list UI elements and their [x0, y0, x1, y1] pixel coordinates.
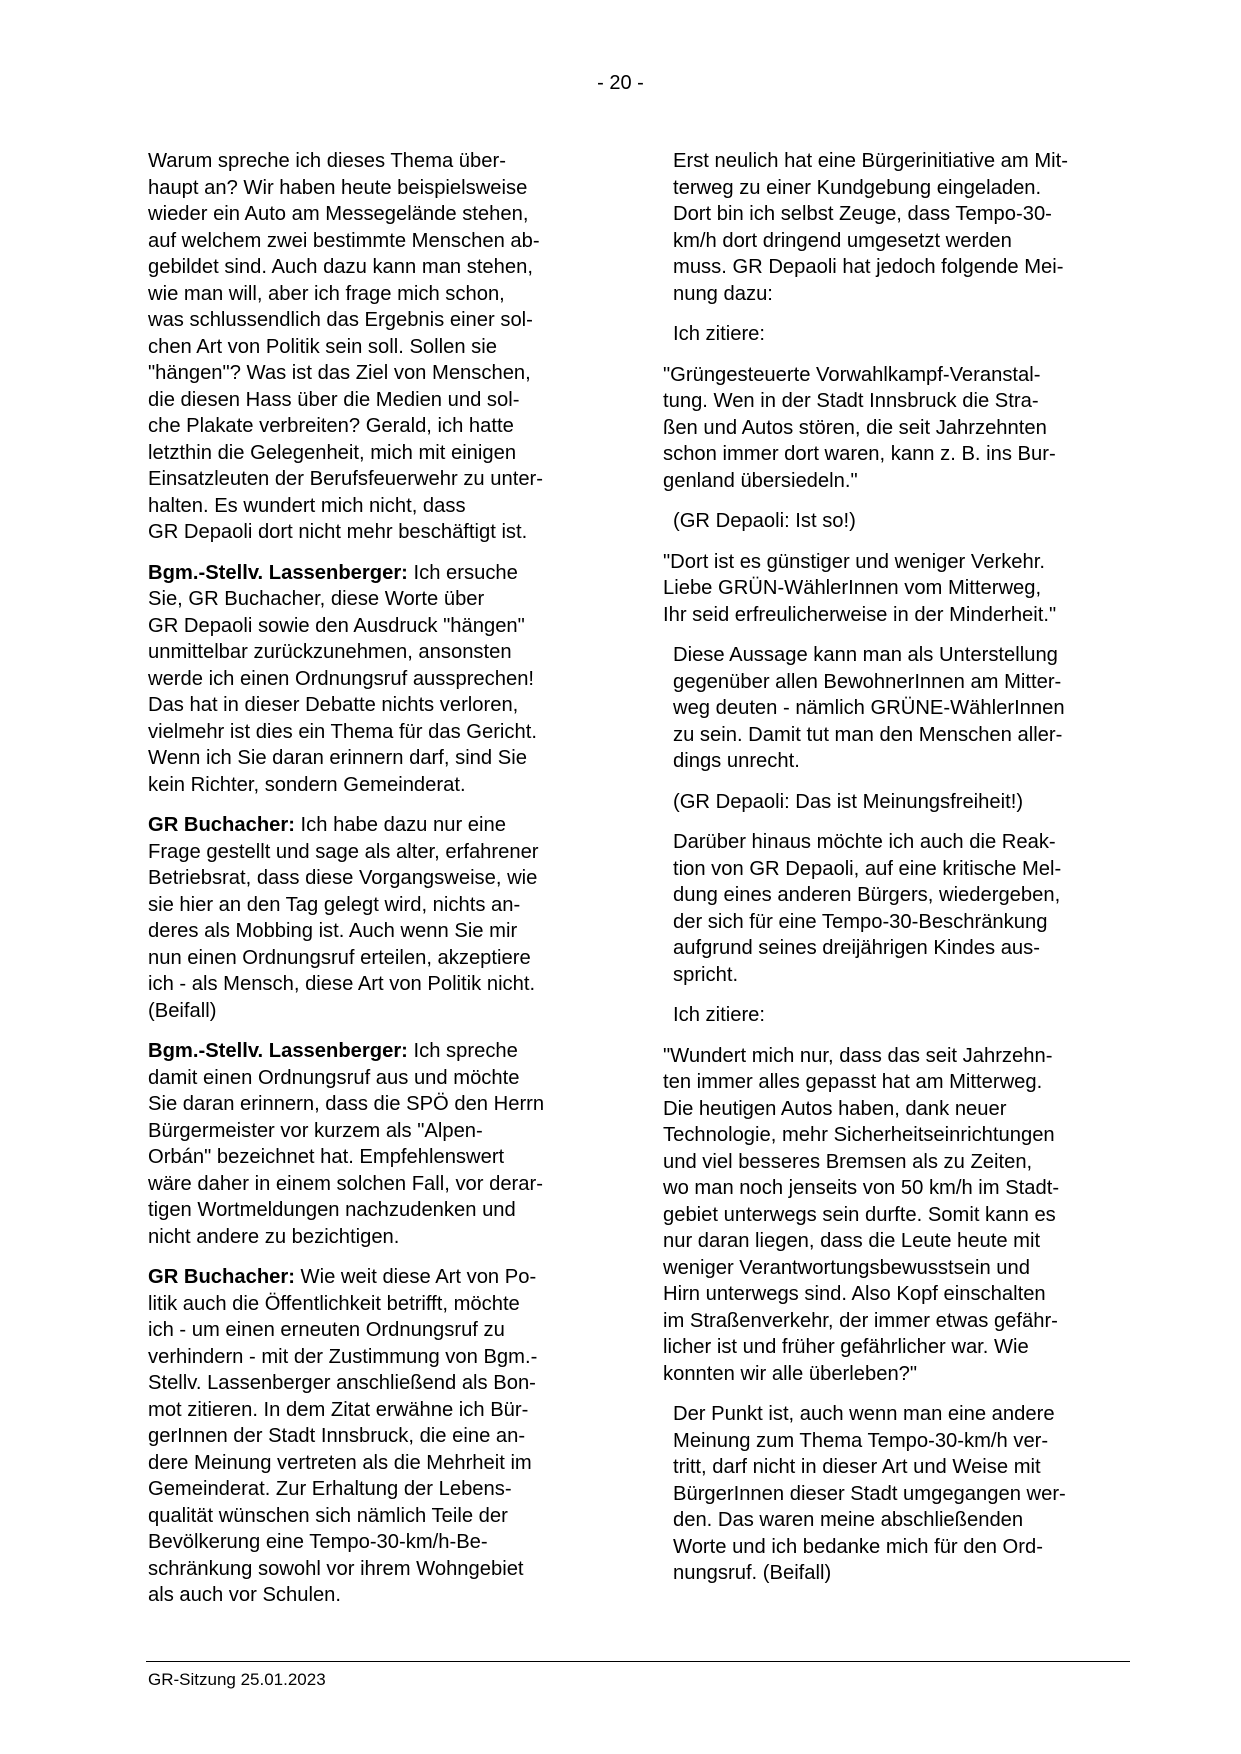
paragraph-text: Ich spreche damit einen Ordnungsruf aus und möchte Sie daran erinnern, dass die SPÖ den Herrn Bürgermeister vor kurzem als "Alpen- Orbán" bezeichnet hat. Empfehlenswert wäre daher in einem solchen Fall, vor derar- tigen Wortmeldungen nachzudenken und nicht andere zu bezichtigen.	[148, 1040, 545, 1248]
quote: "Grüngesteuerte Vorwahlkampf-Veranstal- tung. Wen in der Stadt Innsbruck die Stra- ßen und Autos stören, die seit Jahrzehnten schon immer dort waren, kann z. B. ins Bur- genland übersiedeln."	[663, 363, 1056, 492]
quote: "Wundert mich nur, dass das seit Jahrzehn- ten immer alles gepasst hat am Mitterweg. Die heutigen Autos haben, dank neuer Technologie, mehr Sicherheitseinrichtungen und viel besseres Bremsen als zu Zeiten, wo man noch jenseits von 50 km/h im Stadt- gebiet unterwegs sein durfte. Somit kann es nur daran liegen, dass die Leute heute mit weniger Verantwortungsbewusstsein und Hirn unterwegs sind. Also Kopf einschalten im Straßenverkehr, der immer etwas gefähr- licher ist und früher gefährlicher war. Wie konnten wir alle überleben?"	[663, 1044, 1060, 1385]
paragraph: Diese Aussage kann man als Unterstellung gegenüber allen BewohnerInnen am Mitter- weg deuten - nämlich GRÜNE-WählerInnen zu sein. Damit tut man den Menschen aller- dings unrecht.	[673, 644, 1065, 772]
paragraph-text: Ich habe dazu nur eine Frage gestellt und sage als alter, erfahrener Betriebsrat, dass diese Vorgangsweise, wie sie hier an den Tag gelegt wird, nichts an- deres als Mobbing ist. Auch wenn Sie mir nun einen Ordnungsruf erteilen, akzeptiere ich - als Mensch, diese Art von Politik nicht. (Beifall)	[148, 814, 539, 1022]
left-column	[148, 148, 603, 1623]
footer-divider	[146, 1661, 1130, 1662]
paragraph	[148, 812, 603, 1024]
speaker-name: Bgm.-Stellv. Lassenberger:	[148, 1040, 408, 1062]
paragraph	[148, 1038, 603, 1250]
right-column	[663, 148, 1125, 1601]
paragraph: Erst neulich hat eine Bürgerinitiative am Mit- terweg zu einer Kundgebung eingeladen. Dort bin ich selbst Zeuge, dass Tempo-30- km/h dort dringend umgesetzt werden muss. GR Depaoli hat jedoch folgende Mei- nung dazu:	[673, 150, 1068, 305]
paragraph	[148, 1264, 603, 1609]
paragraph: Ich zitiere:	[673, 1004, 765, 1026]
paragraph	[148, 560, 603, 799]
quote: "Dort ist es günstiger und weniger Verkehr. Liebe GRÜN-WählerInnen vom Mitterweg, Ihr seid erfreulicherweise in der Minderheit."	[663, 550, 1057, 626]
speaker-name: Bgm.-Stellv. Lassenberger:	[148, 561, 408, 584]
paragraph-text: Wie weit diese Art von Po- litik auch die Öffentlichkeit betrifft, möchte ich - um einen erneuten Ordnungsruf zu verhindern - mit der Zustimmung von Bgm.- Stellv. Lassenberger anschließend als Bon- mot zitieren. In dem Zitat erwähne ich Bür- gerInnen der Stadt Innsbruck, die eine an- dere Meinung vertreten als die Mehrheit im Gemeinderat. Zur Erhaltung der Lebens- qualität wünschen sich nämlich Teile der Bevölkerung eine Tempo-30-km/h-Be- schränkung sowohl vor ihrem Wohngebiet als auch vor Schulen.	[148, 1266, 538, 1606]
speaker-name: GR Buchacher:	[148, 814, 295, 836]
interjection: (GR Depaoli: Ist so!)	[673, 510, 856, 532]
page-number: - 20 -	[597, 72, 644, 94]
paragraph: Ich zitiere:	[673, 323, 765, 345]
paragraph: Der Punkt ist, auch wenn man eine andere Meinung zum Thema Tempo-30-km/h ver- tritt, darf nicht in dieser Art und Weise mit BürgerInnen dieser Stadt umgegangen wer- den. Das waren meine abschließenden Worte und ich bedanke mich für den Ord- nungsruf. (Beifall)	[673, 1403, 1066, 1584]
speaker-name: GR Buchacher:	[148, 1266, 295, 1288]
paragraph	[148, 148, 603, 546]
paragraph: Darüber hinaus möchte ich auch die Reak- tion von GR Depaoli, auf eine kritische Mel- dung eines anderen Bürgers, wiedergeben, der sich für eine Tempo-30-Beschränkung aufgrund seines dreijährigen Kindes aus- spricht.	[673, 831, 1062, 986]
footer-text: GR-Sitzung 25.01.2023	[148, 1670, 326, 1689]
paragraph-text: Ich ersuche Sie, GR Buchacher, diese Worte über GR Depaoli sowie den Ausdruck "hängen" unmittelbar zurückzunehmen, ansonsten werde ich einen Ordnungsruf aussprechen! Das hat in dieser Debatte nichts verloren, vielmehr ist dies ein Thema für das Gericht. Wenn ich Sie daran erinnern darf, sind Sie kein Richter, sondern Gemeinderat.	[148, 561, 537, 796]
paragraph-text: Warum spreche ich dieses Thema über- haupt an? Wir haben heute beispielsweise wieder ein Auto am Messegelände stehen, auf welchem zwei bestimmte Menschen ab- gebildet sind. Auch dazu kann man stehen, wie man will, aber ich frage mich schon, was schlussendlich das Ergebnis einer sol- chen Art von Politik sein soll. Sollen sie "hängen"? Was ist das Ziel von Menschen, die diesen Hass über die Medien und sol- che Plakate verbreiten? Gerald, ich hatte letzthin die Gelegenheit, mich mit einigen Einsatzleuten der Berufsfeuerwehr zu unter- halten. Es wundert mich nicht, dass GR Depaoli dort nicht mehr beschäftigt ist.	[148, 150, 543, 543]
interjection: (GR Depaoli: Das ist Meinungsfreiheit!)	[673, 790, 1024, 813]
